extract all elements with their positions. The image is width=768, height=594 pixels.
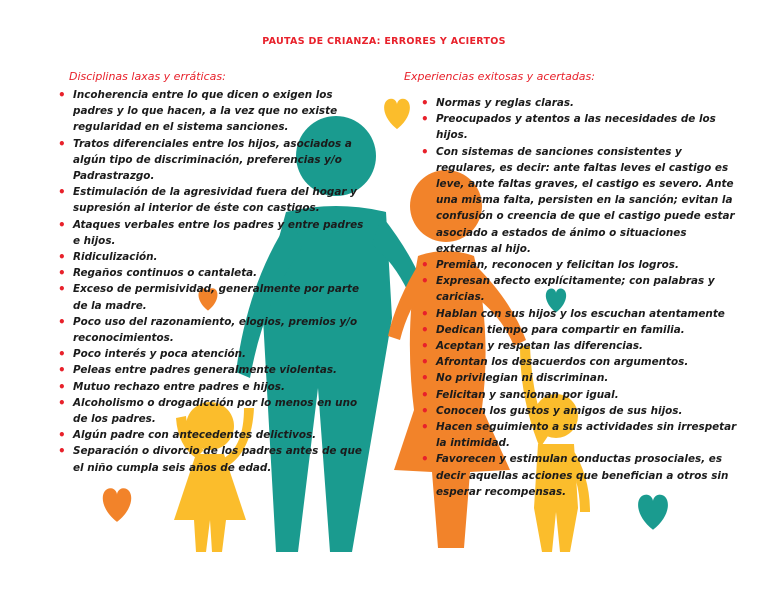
successful-experiences-list [404,95,740,500]
list-item: • Exceso de permisividad, generalmente por parte de la madre. [73,281,366,313]
successful-experiences-heading: Experiencias exitosas y acertadas: [404,70,595,83]
page-title: PAUTAS DE CRIANZA: ERRORES Y ACIERTOS [262,36,506,47]
successful-experiences-section [404,70,740,500]
list-item: • Con sistemas de sanciones consistentes y regulares, es decir: ante faltas leves el castigo es leve, ante faltas graves, el castigo es severo. Ante una misma falta, persisten en la sanción; evitan la confusión o creencia de que el castigo puede estar asociado a estados de ánimo o situaciones externas al hijo. [436,144,740,257]
list-item: • Algún padre con antecedentes delictivos. [73,427,366,443]
list-item: • Regaños continuos o cantaleta. [73,265,366,281]
list-item: • Mutuo rechazo entre padres e hijos. [73,379,366,395]
list-item: • Incoherencia entre lo que dicen o exigen los padres y lo que hacen, a la vez que no existe regularidad en el sistema sanciones. [73,87,366,136]
heart-icon [103,488,131,522]
list-item: • Estimulación de la agresividad fuera del hogar y supresión al interior de éste con castigos. [73,184,366,216]
list-item: • Preocupados y atentos a las necesidades de los hijos. [436,111,740,143]
list-item: • Premian, reconocen y felicitan los logros. [436,257,740,273]
list-item: • Ridiculización. [73,249,366,265]
list-item: • Felicitan y sancionan por igual. [436,387,740,403]
lax-discipline-heading: Disciplinas laxas y erráticas: [69,70,226,83]
list-item: • Ataques verbales entre los padres y entre padres e hijos. [73,217,366,249]
list-item: • Afrontan los desacuerdos con argumentos. [436,354,740,370]
list-item: • Favorecen y estimulan conductas prosociales, es decir aquellas acciones que benefician a otros sin esperar recompensas. [436,451,740,500]
list-item: • Aceptan y respetan las diferencias. [436,338,740,354]
list-item: • Expresan afecto explícitamente; con palabras y caricias. [436,273,740,305]
list-item: • No privilegian ni discriminan. [436,370,740,386]
lax-discipline-section [56,70,366,476]
list-item: • Peleas entre padres generalmente violentas. [73,362,366,378]
lax-discipline-list [56,87,366,476]
list-item: • Alcoholismo o drogadicción por lo menos en uno de los padres. [73,395,366,427]
list-item: • Separación o divorcio de los padres antes de que el niño cumpla seis años de edad. [73,443,366,475]
list-item: • Dedican tiempo para compartir en familia. [436,322,740,338]
list-item: • Hablan con sus hijos y los escuchan atentamente [436,306,740,322]
list-item: • Hacen seguimiento a sus actividades sin irrespetar la intimidad. [436,419,740,451]
list-item: • Poco uso del razonamiento, elogios, premios y/o reconocimientos. [73,314,366,346]
list-item: • Conocen los gustos y amigos de sus hijos. [436,403,740,419]
list-item: • Tratos diferenciales entre los hijos, asociados a algún tipo de discriminación, preferencias y/o Padrastrazgo. [73,136,366,185]
list-item: • Poco interés y poca atención. [73,346,366,362]
list-item: • Normas y reglas claras. [436,95,740,111]
